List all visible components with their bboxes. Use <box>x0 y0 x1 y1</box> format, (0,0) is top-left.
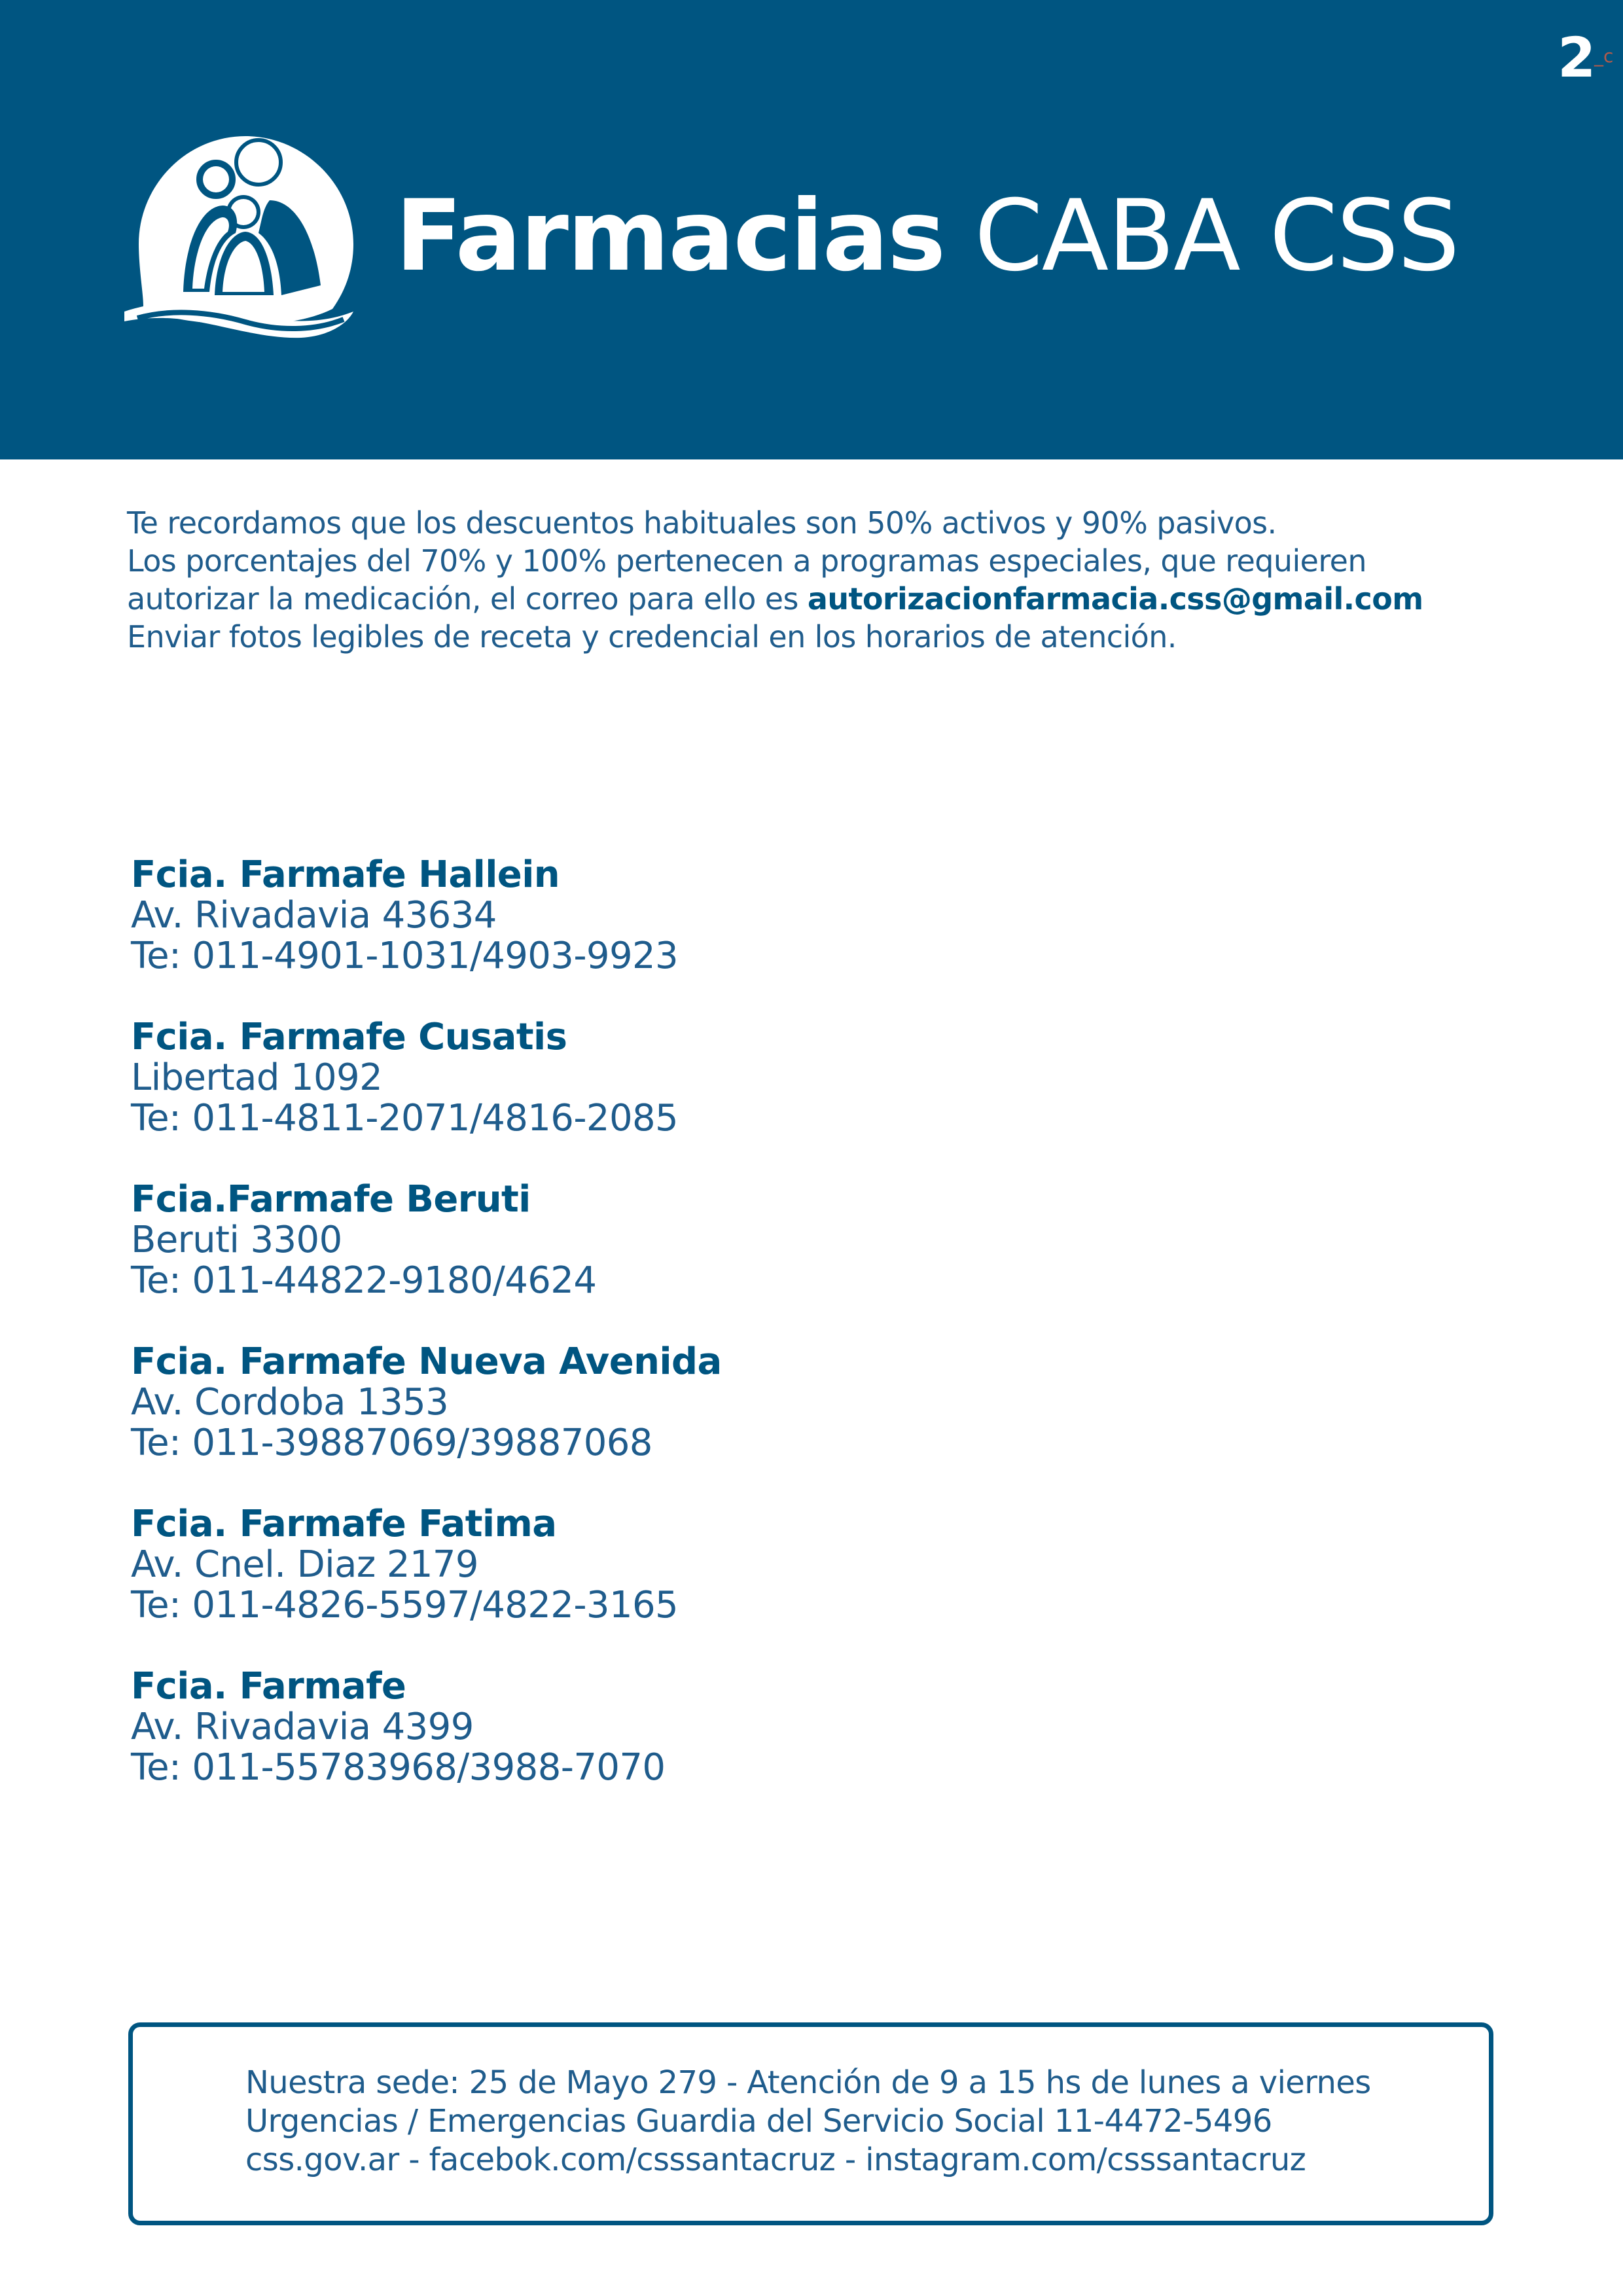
intro-paragraph <box>127 504 1534 656</box>
page-number: 2 <box>1558 26 1596 90</box>
pharmacy-phone: Te: 011-44822-9180/4624 <box>131 1259 597 1302</box>
title-light: CABA CSS <box>974 179 1459 293</box>
pharmacy-address: Beruti 3300 <box>131 1219 342 1261</box>
pharmacy-address: Av. Rivadavia 4399 <box>131 1706 474 1748</box>
pharmacy-phone: Te: 011-4901-1031/4903-9923 <box>131 935 679 977</box>
pharmacy-entry <box>131 855 1178 977</box>
intro-line-prefix: autorizar la medicación, el correo para ello es <box>127 581 808 617</box>
title-bold: Farmacias <box>395 179 945 293</box>
pharmacy-name: Fcia. Farmafe Cusatis <box>131 1016 567 1058</box>
pharmacy-entry <box>131 1179 1178 1301</box>
pharmacy-phone: Te: 011-55783968/3988-7070 <box>131 1746 666 1789</box>
pharmacy-phone: Te: 011-39887069/39887068 <box>131 1422 652 1464</box>
intro-line: Los porcentajes del 70% y 100% pertenecen a programas especiales, que requieren <box>127 543 1366 579</box>
css-family-logo-icon <box>124 128 366 344</box>
pharmacy-name: Fcia. Farmafe Nueva Avenida <box>131 1340 722 1383</box>
footer-line-links: css.gov.ar - facebok.com/csssantacruz - instagram.com/csssantacruz <box>245 2142 1306 2178</box>
pharmacy-name: Fcia. Farmafe <box>131 1665 406 1708</box>
intro-line: Te recordamos que los descuentos habituales son 50% activos y 90% pasivos. <box>127 505 1277 541</box>
pharmacy-address: Av. Cordoba 1353 <box>131 1381 449 1424</box>
pharmacy-address: Av. Cnel. Diaz 2179 <box>131 1543 478 1586</box>
intro-line: Enviar fotos legibles de receta y credencial en los horarios de atención. <box>127 619 1177 655</box>
pharmacy-list <box>131 855 1178 1829</box>
pharmacy-address: Av. Rivadavia 43634 <box>131 894 497 937</box>
pharmacy-phone: Te: 011-4811-2071/4816-2085 <box>131 1097 679 1139</box>
pharmacy-entry <box>131 1017 1178 1139</box>
page-title <box>395 179 1459 293</box>
pharmacy-address: Libertad 1092 <box>131 1056 383 1099</box>
footer-line-emergencies: Urgencias / Emergencias Guardia del Servicio Social 11-4472-5496 <box>245 2103 1272 2140</box>
footer-text <box>245 2064 1371 2179</box>
pharmacy-entry <box>131 1342 1178 1463</box>
pharmacy-entry <box>131 1666 1178 1788</box>
page-number-tail: _c <box>1594 45 1614 67</box>
footer-info-box <box>128 2022 1493 2225</box>
pharmacy-entry <box>131 1504 1178 1626</box>
authorization-email: autorizacionfarmacia.css@gmail.com <box>807 581 1423 617</box>
pharmacy-phone: Te: 011-4826-5597/4822-3165 <box>131 1584 679 1626</box>
pharmacy-name: Fcia. Farmafe Fatima <box>131 1503 557 1545</box>
pharmacy-name: Fcia. Farmafe Hallein <box>131 853 560 896</box>
footer-line-address: Nuestra sede: 25 de Mayo 279 - Atención de 9 a 15 hs de lunes a viernes <box>245 2064 1371 2101</box>
header-banner <box>0 0 1623 459</box>
pharmacy-name: Fcia.Farmafe Beruti <box>131 1178 531 1221</box>
intro-line <box>127 580 1534 618</box>
